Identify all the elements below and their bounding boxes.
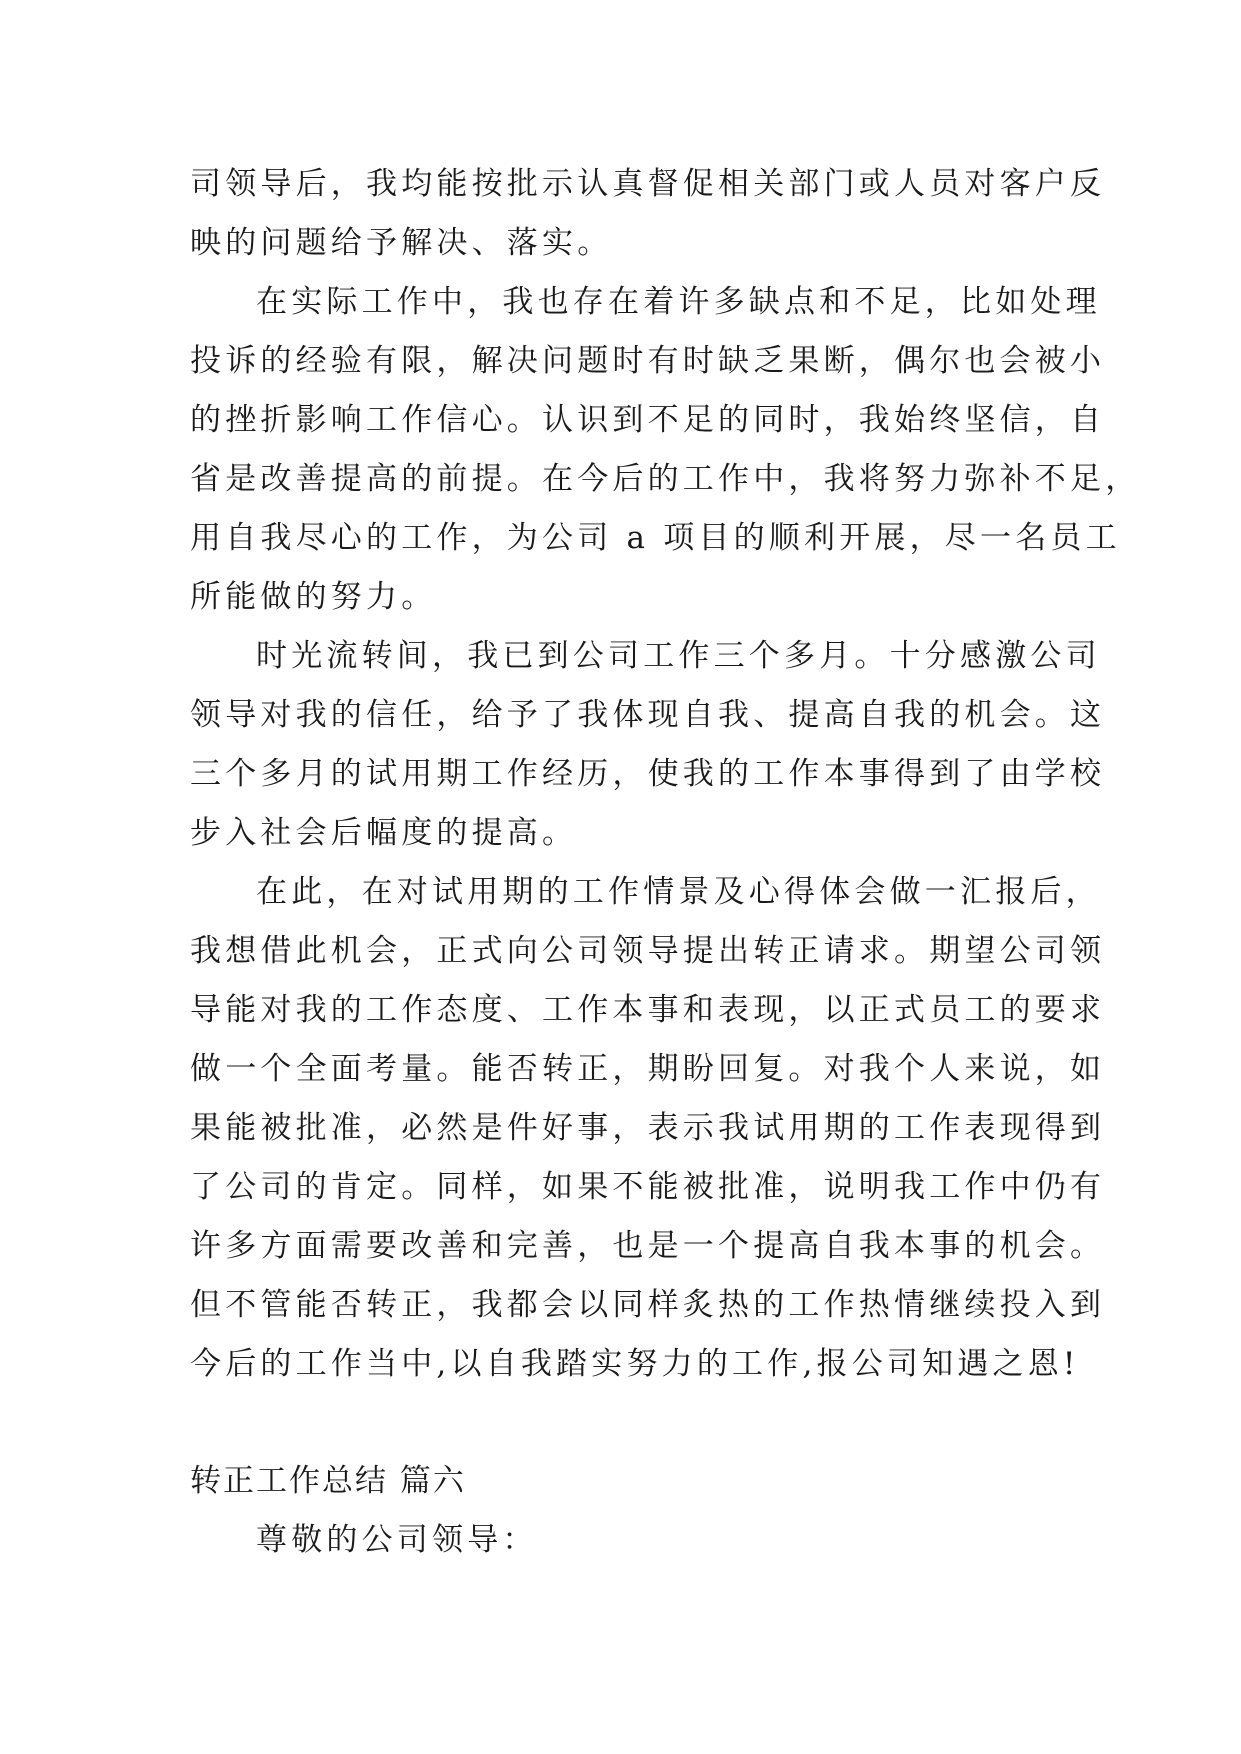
paragraph-line: 时光流转间，我已到公司工作三个多月。十分感激公司 (256, 638, 1101, 674)
paragraph-line: 在实际工作中，我也存在着许多缺点和不足，比如处理 (256, 284, 1101, 320)
paragraph-line: 省是改善提高的前提。在今后的工作中，我将努力弥补不足， (190, 461, 1141, 497)
paragraph-line: 投诉的经验有限，解决问题时有时缺乏果断，偶尔也会被小 (190, 343, 1106, 379)
salutation: 尊敬的公司领导： (256, 1522, 538, 1558)
paragraph-line: 所能做的努力。 (190, 579, 437, 615)
paragraph (190, 627, 1106, 863)
paragraph-line: 了公司的肯定。同样，如果不能被批准，说明我工作中仍有 (190, 1169, 1106, 1205)
paragraph-line: 领导对我的信任，给予了我体现自我、提高自我的机会。这 (190, 697, 1106, 733)
paragraph-line: 在此，在对试用期的工作情景及心得体会做一汇报后， (256, 874, 1101, 910)
paragraph-line: 果能被批准，必然是件好事，表示我试用期的工作表现得到 (190, 1110, 1106, 1146)
paragraph-line: 今后的工作当中,以自我踏实努力的工作,报公司知遇之恩! (190, 1346, 1080, 1382)
paragraph-line: 三个多月的试用期工作经历，使我的工作本事得到了由学校 (190, 756, 1106, 792)
document-body (190, 155, 1141, 1394)
paragraph-line: 用自我尽心的工作，为公司 a 项目的顺利开展，尽一名员工 (190, 520, 1121, 556)
paragraph-line: 映的问题给予解决、落实。 (190, 225, 613, 261)
paragraph-line: 司领导后，我均能按批示认真督促相关部门或人员对客户反 (190, 166, 1106, 202)
paragraph-line: 但不管能否转正，我都会以同样炙热的工作热情继续投入到 (190, 1287, 1106, 1323)
section-title: 转正工作总结 篇六 (190, 1463, 466, 1499)
paragraph-line: 导能对我的工作态度、工作本事和表现，以正式员工的要求 (190, 992, 1106, 1028)
document-page (190, 155, 1141, 1570)
paragraph (190, 863, 1106, 1394)
paragraph-line: 许多方面需要改善和完善，也是一个提高自我本事的机会。 (190, 1228, 1106, 1264)
paragraph (190, 155, 1106, 273)
paragraph (190, 273, 1141, 627)
paragraph-line: 步入社会后幅度的提高。 (190, 815, 578, 851)
paragraph-line: 的挫折影响工作信心。认识到不足的同时，我始终坚信，自 (190, 402, 1106, 438)
paragraph-line: 做一个全面考量。能否转正，期盼回复。对我个人来说，如 (190, 1051, 1106, 1087)
paragraph-line: 我想借此机会，正式向公司领导提出转正请求。期望公司领 (190, 933, 1106, 969)
